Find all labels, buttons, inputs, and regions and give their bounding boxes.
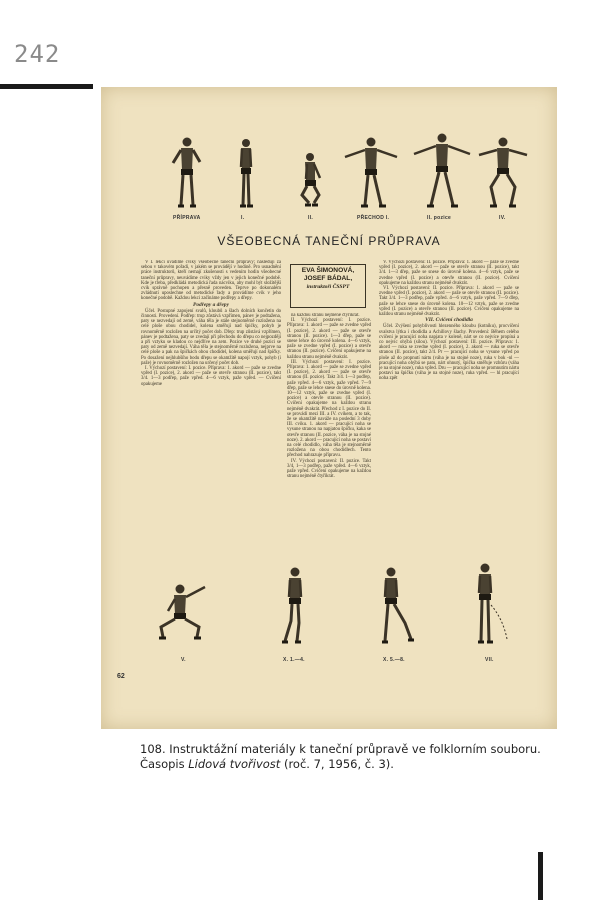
dancer-figure-iv [475,135,531,211]
figure-label-i: I. [241,215,245,221]
dancer-figure-i [233,137,259,211]
caption-journal-title: Lidová tvořivost [188,757,281,771]
footer-rule [538,852,543,900]
dancer-figure-vii [467,561,515,647]
author-box [290,264,366,308]
dancer-figure-transition [341,135,401,211]
figure-label-vii: VII. [485,657,494,663]
figure-label-x-1-4: X. 1.—4. [283,657,305,663]
page-number: 242 [14,40,61,68]
author-name: JOSEF BÁDAL, [303,275,353,282]
author-affiliation: instruktoři ČSSPT [306,284,350,290]
paragraph: Účel. Postupné zapojení svalů, kloubů a šlach dolních končetin do činnosti. Provedení. Podřep: trup zůstává vzpřímen, pánev je podtažena, paty se nezvedají od země, váha těla je stále stejnoměrně rozložena na celé ploše obou chodidel, kolena směřují nad špičky, pohyb je rovnoměrně rozložen na určitý počet dob. Dřep: trup zůstává vzpřímen, pánev je podtažena, paty se zvedají při přechodu do dřepu co nejpozději a při vztyku se kladou co nejdříve na zem. Pozice ve druhé pozici se paty od země nezvedají. Váha těla je stejnoměrně rozložena, nejprve na celé ploše a pak na špičkách obou chodidel, kolena směřují nad špičky. Po dosažení nejhlubšího bodu dřepu se okamžitě napojí vztyk, pohyb (i paže) je rovnoměrně rozložen na určený počet dob. [141,308,281,366]
paragraph: III. Výchozí postavení: I. pozice. Příprava: 1. akord — paže se zvedne vpřed (I. pozice), 2. akord — paže se otevře stranou (II. pozice). Takt 3/4. 1—3 podřep, paže vpřed. 4—6 vztyk, paže vpřed. 7—9 dřep, paže se lehce snese do úrovně kolena. 10—12 vztyk, paže se zvedne vpřed (I. pozice) a otevře stranou (II. pozice). Cvičení opakujeme na každou stranu nejméně dvakrát. Přechod z I. pozice do II. se provádí mezi III. a IV. cvikem, a to tak, že se okamžitě naváže na poslední 3 doby III. cviku. 1. akord — pracující noha se vysune stranou na napjatou špičku, kaka se otevře stranou (II. pozice, váha je na stojné noze). 2. akord — pracující noha se postaví na celé chodidlo, váha těla je stejnoměrně rozložena na obou chodidlech. Tento přechod nahrazuje přípravu. [287,359,371,459]
section-heading: Podřepy a dřepy [193,301,229,308]
text-column-1 [141,260,281,590]
magazine-page-number: 62 [117,673,125,680]
text-column-3 [379,260,519,590]
figure-label-preparation: PŘÍPRAVA [173,215,201,221]
paragraph: II. Výchozí postavení: I. pozice. Příprava: 1. akord — paže se zvedne vpřed (I. pozice), 2. akord — paže se otevře stranou (II. pozice). 1—3 dřep, paže se snese lehce do úrovně kolena. 4—6 vztyk, paže se zvedne vpřed (I. pozice) a otevře stranou (II. pozice). Cvičení opakujeme na každou stranu nejméně dvakrát. [287,318,371,360]
paragraph: na každou stranu nejméně čtyřikrát. [291,313,360,318]
figure-label-x-5-8: X. 5.—8. [383,657,405,663]
dancer-figure-second-position [411,131,473,211]
dancer-figure-ii [297,151,327,211]
paragraph: VI. Výchozí postavení: II. pozice. Příprava: 1. akord — paže se zvedne vpřed (I. pozice), 2. akord — paže se otevře stranou (II. pozice). Takt 3/4. 1—3 podřep, paže vpřed. 4—6 vztyk, paže vpřed. 7—9 dřep, paže se lehce snese do úrovně kolena. 10—12 vztyk, paže se zvedne vpřed (I. pozice) a otevře stranou (II. pozice). Cvičení opakujeme na každou stranu nejméně dvakrát. [379,286,519,318]
caption-text: (roč. 7, 1956, č. 3). [280,757,394,771]
figure-label-second-position: II. pozice [427,215,452,221]
dancer-figure-x-1-4 [275,565,315,647]
section-heading: VII. Cvičení chodidla [425,317,473,324]
paragraph: IV. Výchozí postavení: II. pozice. Takt 3/4, 1—3 podřep, paže vpřed. 4—6 vztyk, paže vpřed. Cvičení opakujeme na každou stranu nejméně čtyřikrát. [287,458,371,480]
caption-line-1: 108. Instruktážní materiály k taneční průpravě ve folklorním souboru. [140,742,541,756]
text-column-2 [287,313,371,589]
figure-label-transition: PŘECHOD I. [357,215,390,221]
header-rule [0,84,93,89]
scanned-magazine-page [101,87,557,729]
paragraph: I. Výchozí postavení: I. pozice. Příprava: 1. akord — paže se zvedne vpřed (I. pozice), 2. akord — paže se otevře stranou (II. pozice), takt 3/4. 1—3 podřep, paže vpřed. 4—6 vztyk, paže vpřed. — Cvičení opakujeme [141,366,281,387]
dancer-figure-x-5-8 [371,565,417,647]
paragraph: V. Výchozí postavení: II. pozice. Příprava: 1. akord — paže se zvedne vpřed (I. pozice), 2. akord — paže se otevře stranou (II. pozice), takt 3/4. 1—3 dřep, paže se snese do úrovně kolena. 4—6 vztyk, paže se zvedne vpřed (I. pozice) a otevře stranou (II. pozice). Cvičení opakujeme na každou stranu nejméně dvakrát. [379,260,519,286]
paragraph: V I. lekci uvádíme cviky všeobecné taneční průpravy; následují za sebou v takovém pořadí, v jakém se provádějí v hodině. Pro usnadnění práce instruktorů, kteří nemají zkušenosti s vedením hodin všeobecné taneční průpravy, neuvádíme cviky vždy jen v jejich konečné podobě. Kde je třeba, předkládá metodická řada nácviku, aby mohl být složitější cvik správně pochopen a přesně proveden. Teprve po dokonalém zvládnutí uposlechne od metodické řady a provádíme cvik v jeho konečné podobě. Každou lekci začínáme podřepy a dřepy. [141,260,281,302]
author-name: EVA ŠIMONOVÁ, [301,267,355,274]
figure-label-v: V. [181,657,186,663]
caption-line-2 [140,757,560,772]
figure-label-ii: II. [308,215,314,221]
dancer-figure-preparation [167,135,207,211]
figure-caption [140,742,560,772]
article-title: VŠEOBECNÁ TANEČNÍ PRŮPRAVA [217,234,441,248]
figure-label-iv: IV. [499,215,506,221]
caption-text: Časopis [140,757,189,771]
paragraph: Účel. Zvýšení pohyblivosti hlezenného kloubu (kotníku), procvičení svalstva lýtka i chodidla a Achillovy šlachy. Provedení: Během celého cvičení je pracující noha napjata v koleně, nárt se co nejvíce propíná a co nejvíc ohýbá (silou). Výchozí postavení: III. pozice. Příprava: 1. akord — ruka se zvedne vpřed (I. pozice), 2. akord — ruka se otevře stranou (II. pozice), takt 2/4. Pr — pracující noha se vysune vpřed po ploše až do propnutí nártu (váha je na stojné noze), ruka v bok -nl — pracující noha ohýbá se patu, nárt ohnutý, špička směřuje vzhůru (váha je na stojné noze), ruka vpřed. Dru — pracující noha se promnutím nártu postaví na špičku (váha je na stojné noze), ruka vpřed. — hl pracující noha zpět [379,324,519,382]
dancer-figure-v [153,581,211,641]
